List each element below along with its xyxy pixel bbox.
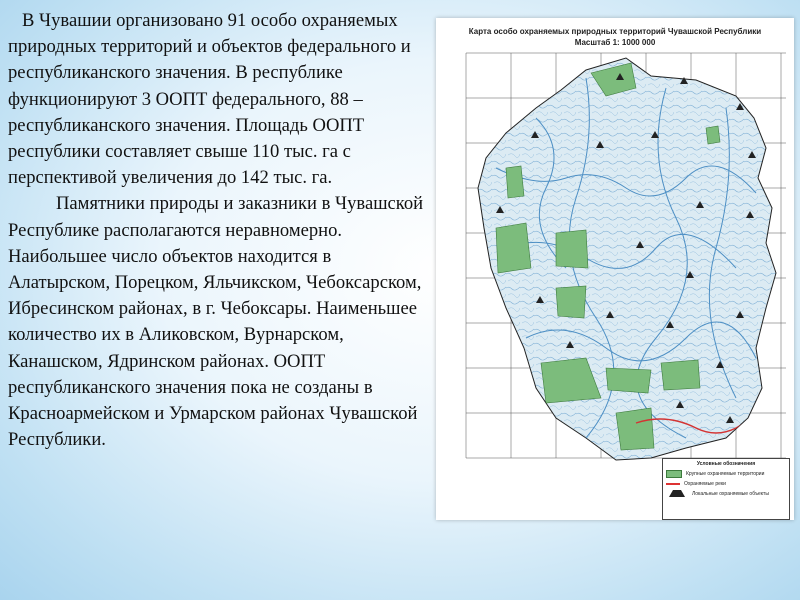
red-line-swatch [666, 483, 680, 485]
triangle-icon [669, 490, 685, 497]
slide-text [8, 8, 428, 453]
map-title: Карта особо охраняемых природных территорий Чувашской Республики [468, 27, 762, 36]
map-scale: Масштаб 1: 1000 000 [574, 38, 656, 47]
protected-areas-map [436, 18, 794, 520]
map-legend [662, 458, 790, 520]
legend-item-local-objects: Локальные охраняемые объекты [666, 490, 786, 497]
paragraph-1: В Чувашии организовано 91 особо охраняемых природных территорий и объектов федерального и республиканского значения. В республике функционируют 3 ООПТ федерального, 88 – республиканского значения. Площадь ООПТ республики составляет свыше 110 тыс. га с перспективой увеличения до 142 тыс. га. [8, 10, 411, 189]
legend-item-protected-rivers: Охраняемые реки [666, 481, 786, 487]
paragraph-2: Памятники природы и заказники в Чувашской Республике располагаются неравномерно. Наибольшее число объектов находится в Алатырском, Порецком, Яльчикском, Чебоксарском, Ибресинском районах, в г. Чебоксары. Наименьшее количество их в Аликовском, Вурнарском, Канашском, Ядринском районах. ООПТ республиканского значения пока не созданы в Красноармейском и Урмарском районах Чувашской Республики. [8, 193, 424, 451]
green-area-swatch [666, 470, 682, 478]
map-drawing [436, 18, 794, 520]
legend-item-protected-areas: Крупные охраняемые территории [666, 470, 786, 478]
legend-title: Условные обозначения [696, 461, 756, 467]
